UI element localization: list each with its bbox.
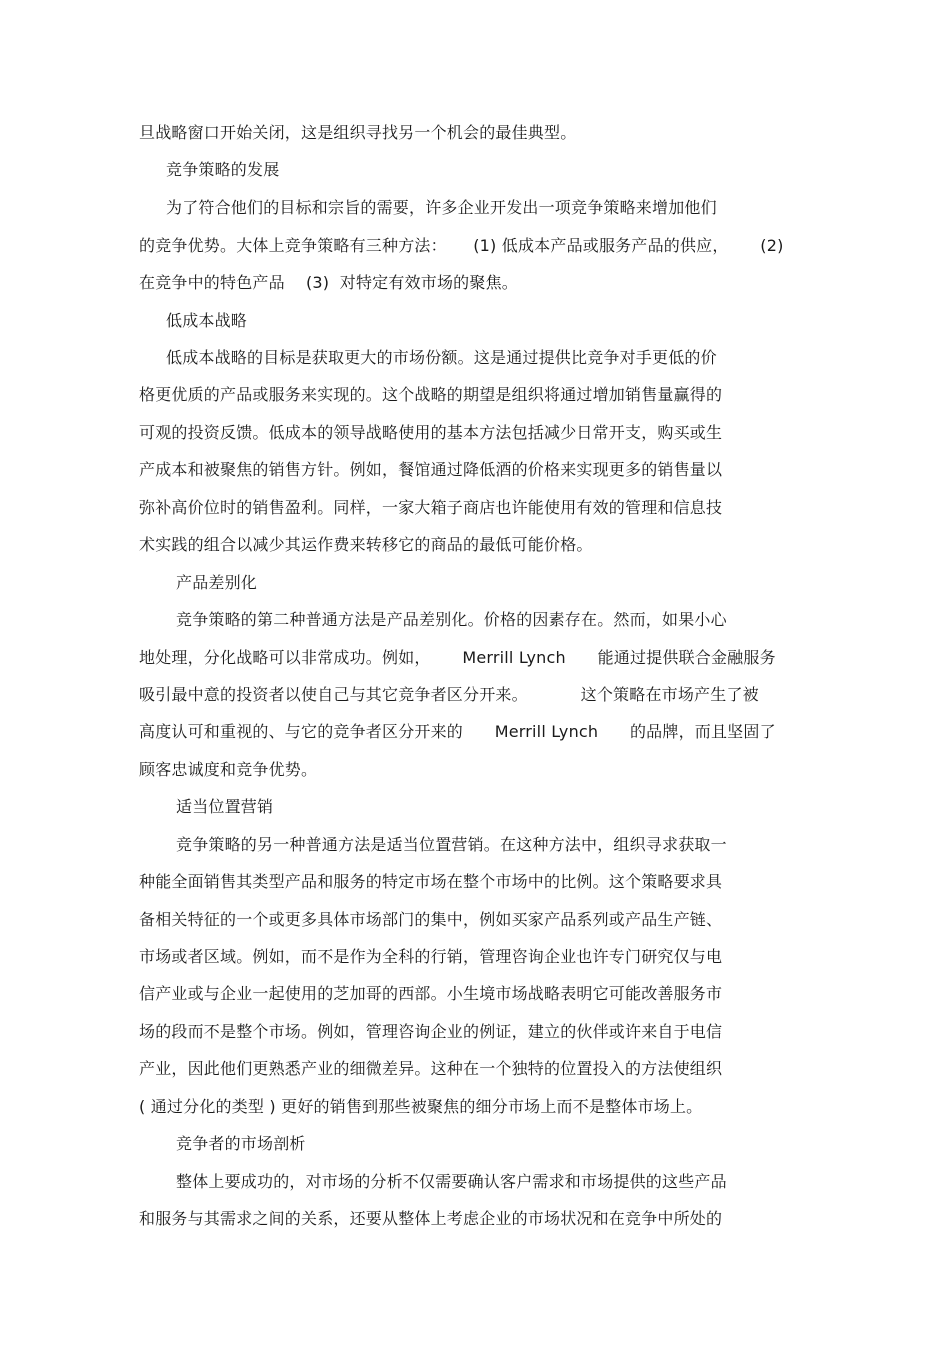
text-line: 竞争策略的另一种普通方法是适当位置营销。在这种方法中，组织寻求获取一 xyxy=(176,835,727,854)
text-line: 弥补高价位时的销售盈利。同样，一家大箱子商店也许能使用有效的管理和信息技 xyxy=(139,498,723,517)
text-line: 高度认可和重视的、与它的竞争者区分开来的 Merrill Lynch 的品牌，而且坚固了 xyxy=(139,722,776,741)
section-heading: 产品差别化 xyxy=(176,573,258,592)
text-line: 低成本战略的目标是获取更大的市场份额。这是通过提供比竞争对手更低的价 xyxy=(166,348,717,367)
text-line: 旦战略窗口开始关闭，这是组织寻找另一个机会的最佳典型。 xyxy=(139,123,577,142)
text-line: 产业，因此他们更熟悉产业的细微差异。这种在一个独特的位置投入的方法使组织 xyxy=(139,1059,723,1078)
text-line: 整体上要成功的，对市场的分析不仅需要确认客户需求和市场提供的这些产品 xyxy=(176,1172,727,1191)
text-line: 备相关特征的一个或更多具体市场部门的集中，例如买家产品系列或产品生产链、 xyxy=(139,910,723,929)
text-line: ( 通过分化的类型 ) 更好的销售到那些被聚焦的细分市场上而不是整体市场上。 xyxy=(139,1097,703,1116)
text-line: 格更优质的产品或服务来实现的。这个战略的期望是组织将通过增加销售量赢得的 xyxy=(139,385,723,404)
text-line: 产成本和被聚焦的销售方针。例如，餐馆通过降低酒的价格来实现更多的销售量以 xyxy=(139,460,723,479)
text-line: 竞争策略的第二种普通方法是产品差别化。价格的因素存在。然而，如果小心 xyxy=(176,610,727,629)
section-heading: 竞争策略的发展 xyxy=(166,160,280,179)
text-line: 术实践的组合以减少其运作费来转移它的商品的最低可能价格。 xyxy=(139,535,593,554)
section-heading: 适当位置营销 xyxy=(176,797,274,816)
text-line: 顾客忠诚度和竞争优势。 xyxy=(139,760,318,779)
text-line: 在竞争中的特色产品 (3) 对特定有效市场的聚焦。 xyxy=(139,273,518,292)
text-line: 和服务与其需求之间的关系，还要从整体上考虑企业的市场状况和在竞争中所处的 xyxy=(139,1209,723,1228)
section-heading: 竞争者的市场剖析 xyxy=(176,1134,306,1153)
text-line: 场的段而不是整个市场。例如，管理咨询企业的例证，建立的伙伴或许来自于电信 xyxy=(139,1022,723,1041)
section-heading: 低成本战略 xyxy=(166,311,248,330)
text-line: 吸引最中意的投资者以使自己与其它竞争者区分开来。 这个策略在市场产生了被 xyxy=(139,685,759,704)
text-line: 为了符合他们的目标和宗旨的需要，许多企业开发出一项竞争策略来增加他们 xyxy=(166,198,717,217)
text-line: 信产业或与企业一起使用的芝加哥的西部。小生境市场战略表明它可能改善服务市 xyxy=(139,984,723,1003)
text-line: 市场或者区域。例如，而不是作为全科的行销，管理咨询企业也许专门研究仅与电 xyxy=(139,947,723,966)
text-line: 的竞争优势。大体上竞争策略有三种方法： (1) 低成本产品或服务产品的供应， (2) xyxy=(139,236,784,255)
text-line: 种能全面销售其类型产品和服务的特定市场在整个市场中的比例。这个策略要求具 xyxy=(139,872,723,891)
text-line: 地处理，分化战略可以非常成功。例如， Merrill Lynch 能通过提供联合金融服务 xyxy=(139,648,776,667)
text-line: 可观的投资反馈。低成本的领导战略使用的基本方法包括减少日常开支，购买或生 xyxy=(139,423,723,442)
